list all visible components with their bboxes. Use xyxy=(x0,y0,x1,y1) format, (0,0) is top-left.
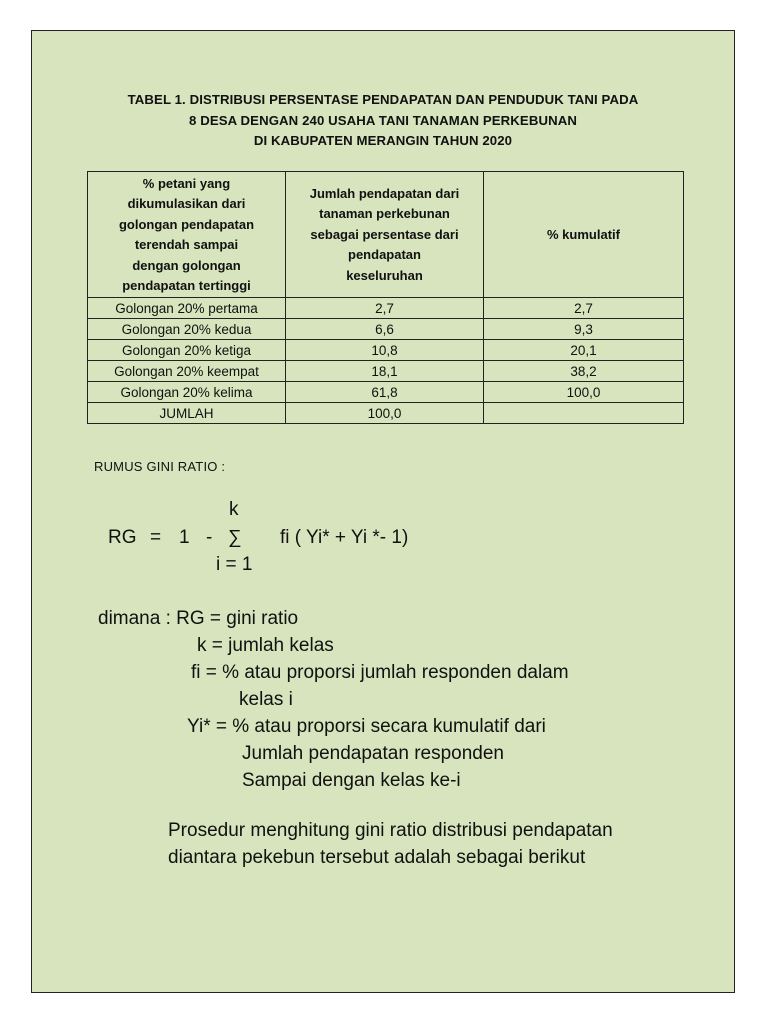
total-label: JUMLAH xyxy=(88,403,286,424)
procedure-line-1: Prosedur menghitung gini ratio distribusi pendapatan xyxy=(168,820,613,841)
header-kumulatif: % kumulatif xyxy=(484,172,684,298)
row-label: Golongan 20% keempat xyxy=(88,361,286,382)
table-row xyxy=(88,382,684,403)
row-pendapatan: 61,8 xyxy=(286,382,484,403)
row-label: Golongan 20% kelima xyxy=(88,382,286,403)
row-kumulatif: 100,0 xyxy=(484,382,684,403)
definition-fi: fi = % atau proporsi jumlah responden dalam xyxy=(191,662,569,683)
row-pendapatan: 10,8 xyxy=(286,340,484,361)
title-line-1: TABEL 1. DISTRIBUSI PERSENTASE PENDAPATAN DAN PENDUDUK TANI PADA xyxy=(127,92,639,107)
distribution-table xyxy=(87,171,684,424)
definition-yi-cont-2: Sampai dengan kelas ke-i xyxy=(242,770,461,791)
definition-yi-cont-1: Jumlah pendapatan responden xyxy=(242,743,504,764)
row-kumulatif: 9,3 xyxy=(484,319,684,340)
definition-yi: Yi* = % atau proporsi secara kumulatif dari xyxy=(187,716,546,737)
sum-upper-limit: k xyxy=(229,499,239,520)
document-panel xyxy=(31,30,735,993)
row-label: Golongan 20% kedua xyxy=(88,319,286,340)
row-kumulatif: 20,1 xyxy=(484,340,684,361)
formula-lhs: RG xyxy=(108,527,137,548)
table-row xyxy=(88,319,684,340)
table-title xyxy=(32,90,734,152)
table-header-row xyxy=(88,172,684,298)
row-pendapatan: 18,1 xyxy=(286,361,484,382)
formula-equals: = xyxy=(150,527,162,548)
definition-fi-cont: kelas i xyxy=(239,689,293,710)
title-line-3: DI KABUPATEN MERANGIN TAHUN 2020 xyxy=(253,133,513,148)
total-kumulatif xyxy=(484,403,684,424)
header-jumlah-pendapatan: Jumlah pendapatan dari tanaman perkebunan sebagai persentase dari pendapatan keseluruhan xyxy=(286,172,484,298)
table-total-row xyxy=(88,403,684,424)
formula-term: fi ( Yi* + Yi *- 1) xyxy=(280,527,409,548)
rumus-label: RUMUS GINI RATIO : xyxy=(94,459,226,474)
sigma-symbol: ∑ xyxy=(228,527,242,548)
row-pendapatan: 6,6 xyxy=(286,319,484,340)
title-line-2: 8 DESA DENGAN 240 USAHA TANI TANAMAN PERKEBUNAN xyxy=(189,112,577,128)
row-label: Golongan 20% ketiga xyxy=(88,340,286,361)
formula-minus: - xyxy=(206,527,213,548)
definition-k: k = jumlah kelas xyxy=(197,635,334,656)
procedure-text xyxy=(168,817,613,871)
row-pendapatan: 2,7 xyxy=(286,298,484,319)
formula-one: 1 xyxy=(179,527,190,548)
total-pendapatan: 100,0 xyxy=(286,403,484,424)
definition-intro: dimana : RG = gini ratio xyxy=(98,608,299,629)
table-row xyxy=(88,340,684,361)
sum-lower-limit: i = 1 xyxy=(216,554,253,575)
row-label: Golongan 20% pertama xyxy=(88,298,286,319)
procedure-line-2: diantara pekebun tersebut adalah sebagai berikut xyxy=(168,847,586,868)
header-percent-petani: % petani yang dikumulasikan dari golongan pendapatan terendah sampai dengan golongan pendapatan tertinggi xyxy=(88,172,286,298)
row-kumulatif: 38,2 xyxy=(484,361,684,382)
table-row xyxy=(88,298,684,319)
table-row xyxy=(88,361,684,382)
row-kumulatif: 2,7 xyxy=(484,298,684,319)
